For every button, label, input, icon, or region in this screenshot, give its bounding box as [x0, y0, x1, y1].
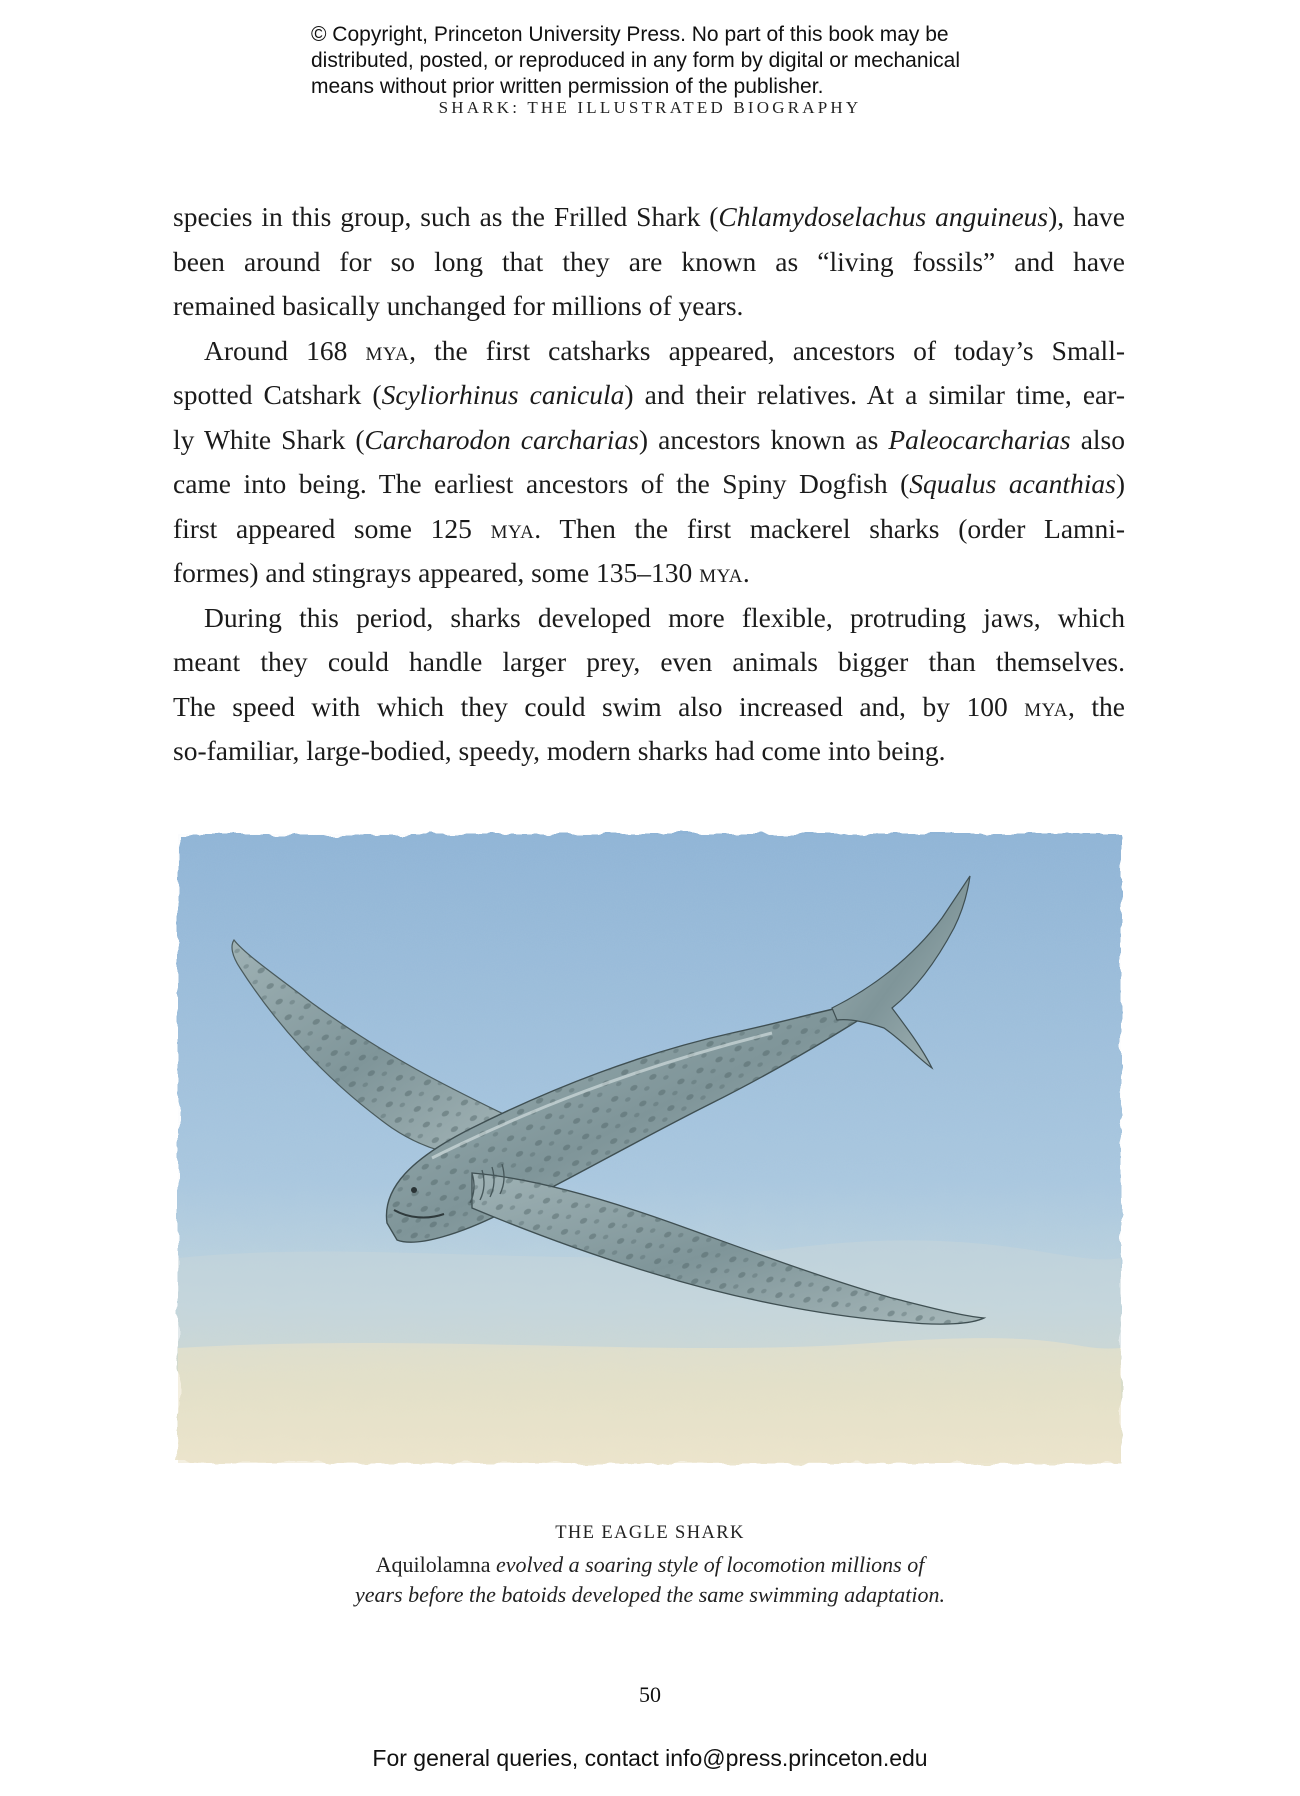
paragraph	[173, 329, 1125, 596]
text-line: formes) and stingrays appeared, some 135–130 mya.	[173, 557, 750, 588]
page-number: 50	[639, 1682, 661, 1707]
paragraph	[173, 596, 1125, 774]
eagle-shark-illustration	[172, 828, 1127, 1469]
text-line: During this period, sharks developed more flexible, protruding jaws, which	[204, 601, 1125, 633]
figure-caption	[0, 1520, 1300, 1610]
paragraph	[173, 195, 1125, 329]
text-line: remained basically unchanged for millions of years.	[173, 290, 744, 321]
body-text	[173, 195, 1125, 774]
text-line: so-familiar, large-bodied, speedy, modern sharks had come into being.	[173, 735, 946, 766]
text-line: The speed with which they could swim also increased and, by 100 mya, the	[173, 690, 1125, 722]
caption-line-2: years before the batoids developed the same swimming adaptation.	[354, 1582, 946, 1607]
text-line: been around for so long that they are known as “living fossils” and have	[173, 245, 1125, 277]
footer-contact: For general queries, contact info@press.princeton.edu	[372, 1745, 928, 1771]
copyright-line: means without prior written permission of the publisher.	[311, 75, 824, 98]
copyright-line: distributed, posted, or reproduced in any form by digital or mechanical	[311, 49, 961, 72]
text-line: first appeared some 125 mya. Then the first mackerel sharks (order Lamni-	[173, 512, 1125, 544]
text-line: came into being. The earliest ancestors of the Spiny Dogfish (Squalus acanthias)	[173, 468, 1125, 499]
shark-eye	[411, 1187, 417, 1193]
copyright-notice	[311, 22, 1031, 100]
caption-genus: Aquilolamna	[375, 1552, 491, 1577]
text-line: species in this group, such as the Frilled Shark (Chlamydoselachus anguineus), have	[173, 201, 1126, 232]
caption-line-1: evolved a soaring style of locomotion millions of	[490, 1552, 925, 1577]
running-head: SHARK: THE ILLUSTRATED BIOGRAPHY	[438, 98, 862, 117]
text-line: spotted Catshark (Scyliorhinus canicula) and their relatives. At a similar time, ear-	[173, 379, 1126, 410]
text-line: Around 168 mya, the first catsharks appeared, ancestors of today’s Small-	[204, 334, 1125, 366]
copyright-line: © Copyright, Princeton University Press. No part of this book may be	[311, 23, 949, 46]
caption-text	[0, 1550, 1300, 1610]
text-line: meant they could handle larger prey, even animals bigger than themselves.	[173, 646, 1125, 677]
caption-title: THE EAGLE SHARK	[555, 1523, 745, 1543]
text-line: ly White Shark (Carcharodon carcharias) ancestors known as Paleocarcharias also	[173, 423, 1125, 455]
